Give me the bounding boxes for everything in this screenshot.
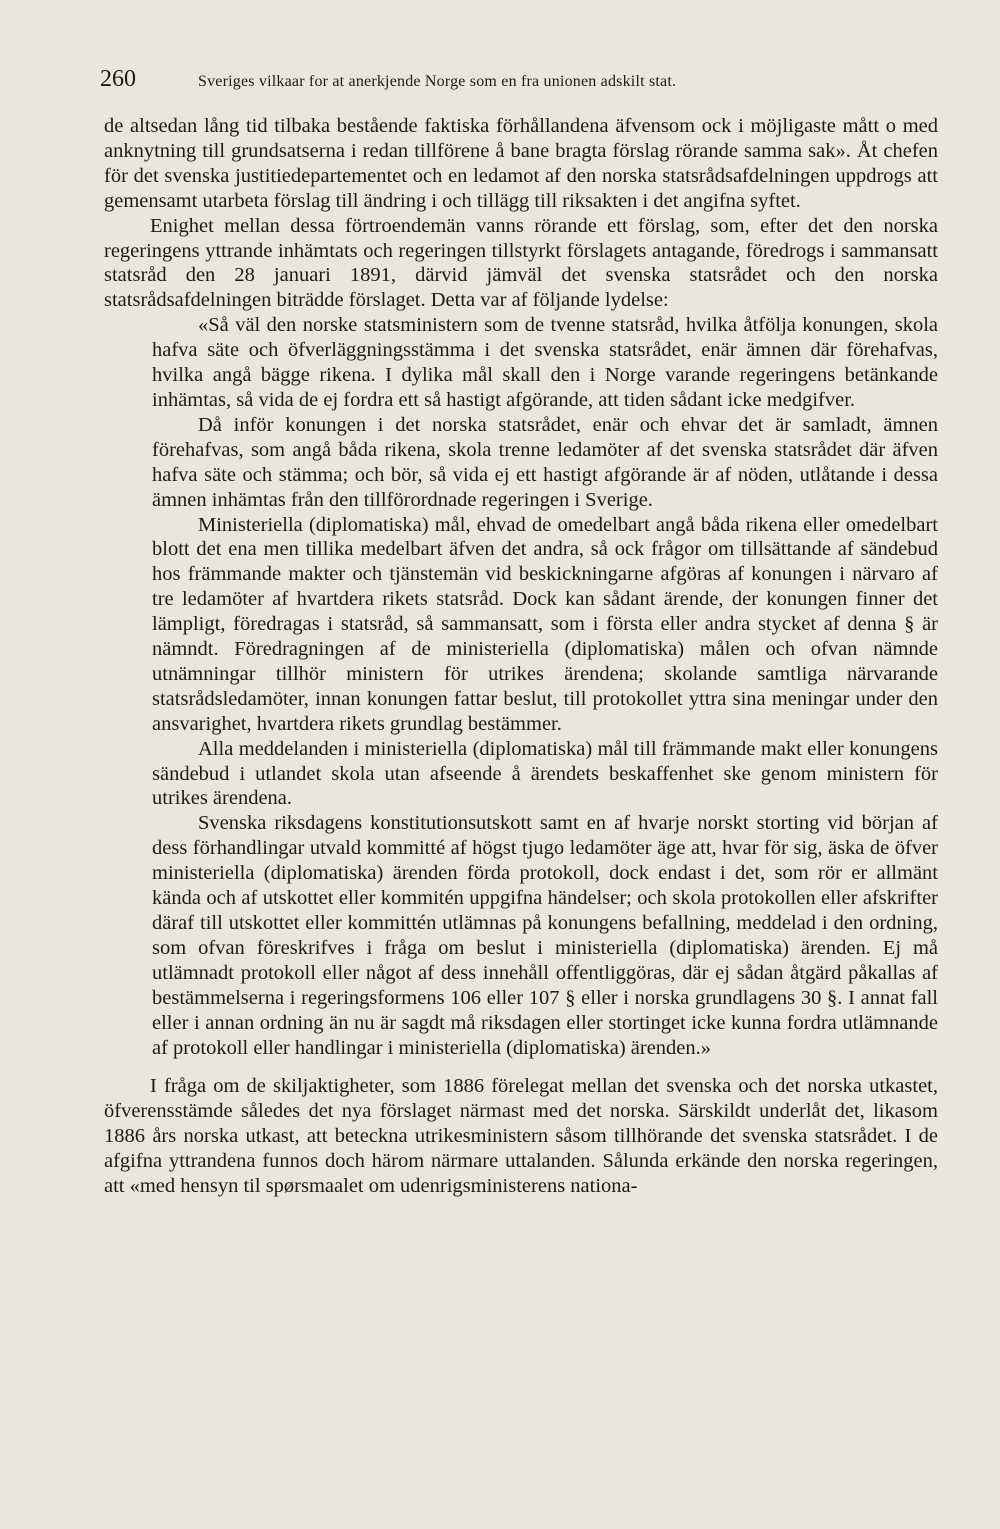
quoted-paragraph: Då inför konungen i det norska statsrådet, enär och ehvar det är samladt, ämnen förehafvas, som angå båda rikena, skola trenne ledamöter af det svenska statsrådet där äfven hafva säte och stämma; och bör, så vida ej ett hastigt afgörande är af nöden, utlåtande i dessa ämnen inhämtas från den tillförordnade regeringen i Sverige. — [152, 413, 938, 511]
paragraph: de altsedan lång tid tilbaka bestående faktiska förhållandena äfvensom ock i möjligaste mått o med anknytning till grundsatserna i redan tillförene å bane bragta förslag rörande samma sak». Åt chefen för det svenska justitiedepartementet och en ledamot af den norska statsrådsafdelningen uppdrogs att gemensamt utarbeta förslag till ändring i och tillägg till riksakten i det angifna syftet. — [104, 115, 938, 212]
page-header — [100, 66, 940, 93]
quoted-paragraph: Alla meddelanden i ministeriella (diplomatiska) mål till främmande makt eller konungens sändebud i utlandet skola utan afseende å ärendets beskaffenhet ske genom ministern för utrikes ärendena. — [152, 737, 938, 810]
quoted-paragraph: Ministeriella (diplomatiska) mål, ehvad de omedelbart angå båda rikena eller omedelbart blott det ena men tillika medelbart äfven det andra, så ock frågor om tillsättande af sändebud hos främmande makter och tjänstemän vid beskickningarne afgöras af konungen i närvaro af tre ledamöter af hvartdera rikets statsråd. Dock kan sådant ärende, der konungen finner det lämpligt, föredragas i statsråd, så sammansatt, som i första eller andra stycket af denna § är nämndt. Föredragningen af de ministeriella (diplomatiska) målen och ofvan nämnde utnämningar tillhör ministern för utrikes ärendena; skolande samtliga närvarande statsrådsledamöter, innan konungen fattar beslut, till protokollet yttra sina meningar under den ansvarighet, hvartdera rikets grundlag bestämmer. — [152, 513, 938, 735]
quoted-paragraph: Svenska riksdagens konstitutionsutskott samt en af hvarje norskt storting vid början af dess förhandlingar utvald kommitté af högst tjugo ledamöter äge att, hvar för sig, äska de öfver ministeriella (diplomatiska) ärenden förda protokoll, dock endast i det, som rör er allmänt kända och af utskottet eller kommitén uppgifna händelser; och skola protokollen eller afskrifter däraf till utskottet eller kommittén utlämnas på konungens befallning, meddelad i den ordning, som ofvan föreskrifves i fråga om beslut i ministeriella (diplomatiska) ärenden. Ej må utlämnadt protokoll eller något af dess innehåll offentliggöras, där ej sådan åtgärd påkallas af bestämmelserna i regeringsformens 106 eller 107 § eller i norska grundlagens 30 §. I annat fall eller i annan ordning än nu är sagdt må riksdagen eller stortinget icke kunna fordra utlämnande af protokoll eller handlingar i ministeriella (diplomatiska) ärenden.» — [152, 812, 938, 1059]
body-text — [104, 114, 938, 1199]
running-head: Sveriges vilkaar for at anerkjende Norge som en fra unionen adskilt stat. — [198, 73, 677, 90]
paragraph: Enighet mellan dessa förtroendemän vanns rörande ett förslag, som, efter det den norska regeringens yttrande inhämtats och regeringen tillstyrkt förslagets antagande, föredrogs i sammansatt statsråd den 28 januari 1891, därvid jämväl det svenska statsrådet och den norska statsrådsafdelningen biträdde förslaget. Detta var af följande lydelse: — [104, 214, 938, 312]
quoted-paragraph: «Så väl den norske statsministern som de tvenne statsråd, hvilka åtfölja konungen, skola hafva säte och öfverläggningsstämma i det svenska statsrådet, enär ämnen där förehafvas, hvilka angå bägge rikena. I dylika mål skall den i Norge varande regeringens betänkande inhämtas, så vida de ej fordra ett så hastigt afgörande, att tiden sådant icke medgifver. — [152, 314, 938, 411]
page-number: 260 — [100, 66, 136, 92]
paragraph: I fråga om de skiljaktigheter, som 1886 förelegat mellan det svenska och det norska utkastet, öfverensstämde således det nya förslaget närmast med det norska. Särskildt underlåt det, likasom 1886 års norska utkast, att beteckna utrikesministern såsom tillhörande det svenska statsrådet. I de afgifna yttrandena funnos doch härom närmare uttalanden. Sålunda erkände den norska regeringen, att «med hensyn til spørsmaalet om udenrigsministerens nationa- — [104, 1075, 938, 1198]
